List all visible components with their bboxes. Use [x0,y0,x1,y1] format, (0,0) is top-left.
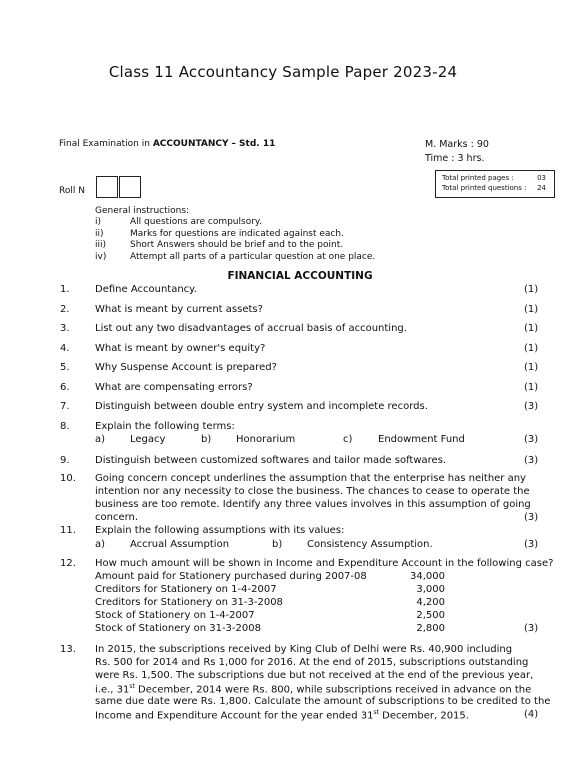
roll-box-2[interactable] [119,176,141,198]
text-run: December, 2015. [378,710,469,722]
part-label: b) [201,434,212,445]
part-text: Endowment Fund [378,434,465,445]
instruction-text: Marks for questions are indicated against each. [130,229,344,239]
question-line: same due date were Rs. 1,800. Calculate the amount of subscriptions to be credited to the [95,696,551,707]
question-text: Define Accountancy. [95,284,197,295]
pages-value: 03 [537,174,546,182]
question-number: 8. [60,421,70,432]
question-number: 7. [60,401,70,412]
question-line: Going concern concept underlines the assumption that the enterprise has neither any [95,473,526,484]
question-text: What is meant by owner's equity? [95,343,266,354]
instruction-num: iii) [95,240,107,250]
question-marks: (1) [524,343,539,354]
exam-std: – Std. 11 [231,139,276,149]
question-line: business are too remote. Identify any three values involves in this assumption of going [95,499,531,510]
question-line: concern. [95,512,139,523]
question-number: 6. [60,382,70,393]
instruction-text: Attempt all parts of a particular question at one place. [130,252,376,262]
question-text: How much amount will be shown in Income and Expenditure Account in the following case? [95,558,554,569]
table-row-value: 2,800 [416,623,445,634]
question-line: were Rs. 1,500. The subscriptions due but not received at the end of the previous year, [95,670,534,681]
exam-line [59,139,275,149]
question-line: Rs. 500 for 2014 and Rs 1,000 for 2016. At the end of 2015, subscriptions outstanding [95,657,529,668]
instruction-text: All questions are compulsory. [130,217,262,227]
part-text: Accrual Assumption [130,539,230,550]
text-run: Income and Expenditure Account for the year ended 31 [95,710,374,722]
question-number: 4. [60,343,70,354]
question-marks: (3) [524,623,539,634]
part-text: Consistency Assumption. [307,539,433,550]
question-text: Why Suspense Account is prepared? [95,362,277,373]
page-title: Class 11 Accountancy Sample Paper 2023-24 [108,63,458,81]
instruction-num: iv) [95,252,107,262]
roll-label: Roll N [59,186,85,196]
question-marks: (1) [524,362,539,373]
superscript: st [129,683,135,690]
question-number: 10. [60,473,76,484]
question-marks: (3) [524,455,539,466]
question-text: List out any two disadvantages of accrual basis of accounting. [95,323,407,334]
text-run: i.e., 31 [95,684,130,696]
question-number: 1. [60,284,70,295]
question-marks: (1) [524,304,539,315]
question-text: Distinguish between double entry system and incomplete records. [95,401,428,412]
table-row-value: 2,500 [416,610,445,621]
question-line: In 2015, the subscriptions received by King Club of Delhi were Rs. 40,900 including [95,644,513,655]
question-number: 2. [60,304,70,315]
part-label: a) [95,539,106,550]
question-line [95,683,531,695]
question-text: Distinguish between customized softwares and tailor made softwares. [95,455,447,466]
roll-box-1[interactable] [96,176,118,198]
questions-value: 24 [537,184,546,192]
table-row-label: Creditors for Stationery on 1-4-2007 [95,584,277,595]
table-row-label: Creditors for Stationery on 31-3-2008 [95,597,283,608]
pages-label: Total printed pages : [442,174,514,182]
part-text: Honorarium [236,434,296,445]
superscript: st [373,709,379,716]
table-row-label: Stock of Stationery on 31-3-2008 [95,623,261,634]
max-marks: M. Marks : 90 [425,139,489,150]
section-title: FINANCIAL ACCOUNTING [227,270,373,282]
question-text: What is meant by current assets? [95,304,263,315]
question-marks: (1) [524,382,539,393]
question-number: 12. [60,558,76,569]
instruction-num: i) [95,217,102,227]
exam-prefix: Final Examination in [59,139,150,149]
question-marks: (3) [524,434,539,445]
question-marks: (3) [524,401,539,412]
instructions-heading: General instructions: [95,206,190,216]
text-run: December, 2014 were Rs. 800, while subscriptions received in advance on the [134,684,532,696]
question-marks: (1) [524,284,539,295]
question-line: intention nor any necessity to close the business. The chances to cease to operate the [95,486,530,497]
part-label: a) [95,434,106,445]
table-row-value: 34,000 [410,571,445,582]
question-number: 9. [60,455,70,466]
question-number: 11. [60,525,76,536]
question-number: 13. [60,644,76,655]
question-marks: (1) [524,323,539,334]
table-row-value: 4,200 [416,597,445,608]
table-row-label: Stock of Stationery on 1-4-2007 [95,610,255,621]
question-number: 3. [60,323,70,334]
question-marks: (4) [524,709,539,720]
table-row-label: Amount paid for Stationery purchased during 2007-08 [95,571,367,582]
question-line [95,709,469,721]
part-label: c) [343,434,353,445]
question-text: Explain the following assumptions with its values: [95,525,345,536]
instruction-num: ii) [95,229,104,239]
table-row-value: 3,000 [416,584,445,595]
exam-subject: ACCOUNTANCY [152,139,229,149]
question-marks: (3) [524,539,539,550]
instruction-text: Short Answers should be brief and to the point. [130,240,344,250]
question-marks: (3) [524,512,539,523]
part-text: Legacy [130,434,166,445]
question-text: Explain the following terms: [95,421,235,432]
printed-info-box [435,170,555,198]
questions-label: Total printed questions : [442,184,527,192]
question-number: 5. [60,362,70,373]
question-text: What are compensating errors? [95,382,253,393]
time-allowed: Time : 3 hrs. [425,153,485,164]
part-label: b) [272,539,283,550]
